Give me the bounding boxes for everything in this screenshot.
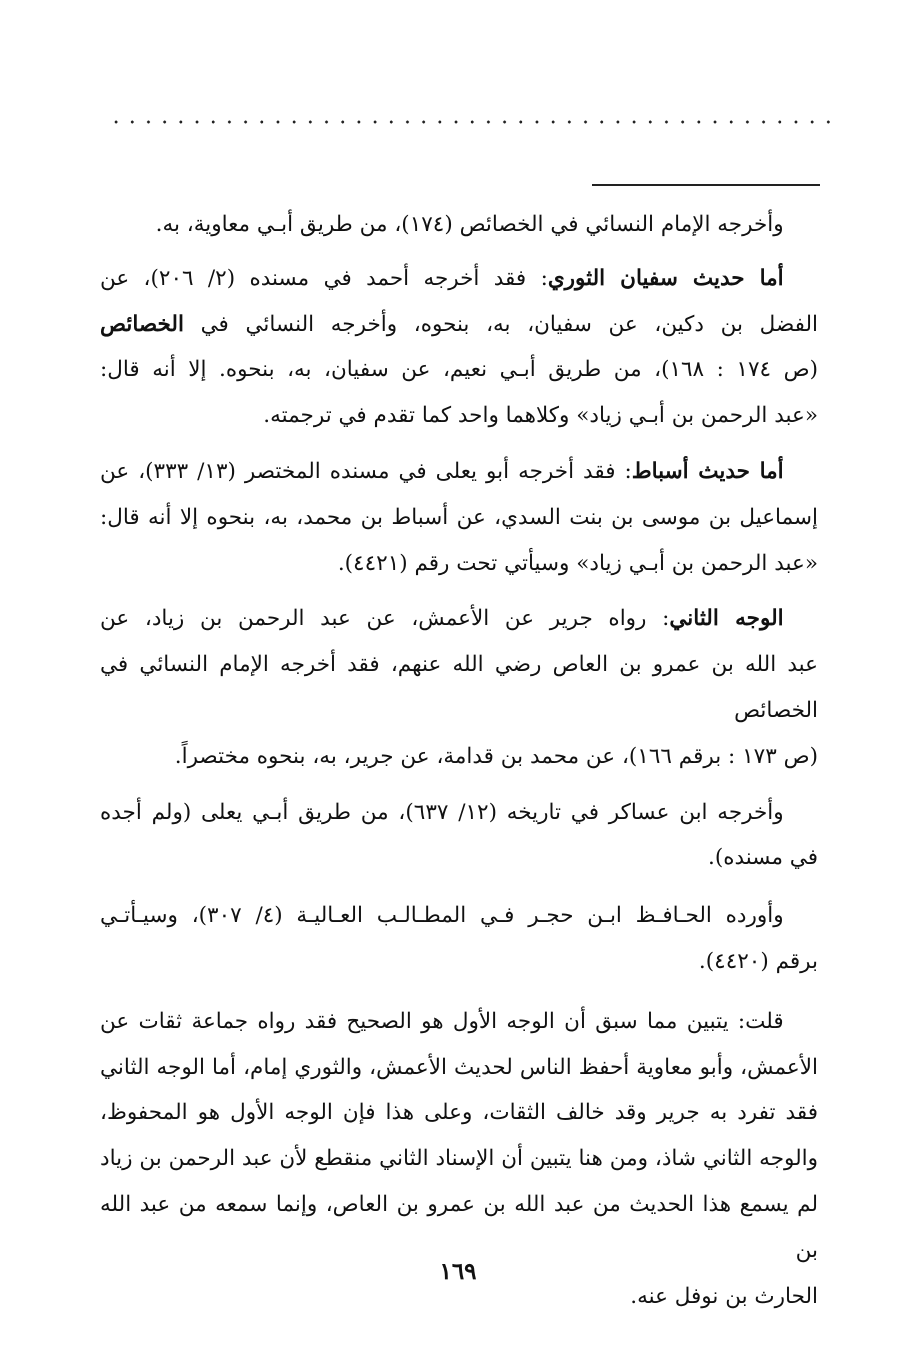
text-line: [100, 495, 818, 541]
text-line: [100, 347, 818, 393]
text-line: [100, 256, 818, 302]
bold-term: أما حديث سفيان الثوري: [547, 265, 784, 291]
text-line: [100, 734, 818, 780]
text-line: [100, 1090, 818, 1136]
text-run: قلت: يتبين مما سبق أن الوجه الأول هو الصحيح فقد رواه جماعة ثقات عن: [100, 1008, 784, 1034]
text-line: [100, 642, 818, 734]
text-line: [100, 449, 818, 495]
bold-term: أما حديث أسباط: [631, 458, 784, 484]
page-body-text: [100, 202, 818, 1319]
text-line: [100, 302, 818, 348]
paragraph: [100, 449, 818, 586]
text-run: (ص ١٧٤ : ١٦٨)، من طريق أبـي نعيم، عن سفيان، به، بنحوه. إلا أنه قال:: [100, 357, 818, 383]
text-run: إسماعيل بن موسى بن بنت السدي، عن أسباط بن محمد، به، بنحوه إلا أنه قال:: [100, 504, 818, 530]
text-run: : فقد أخرجه أحمد في مسنده (٢/ ٢٠٦)، عن: [100, 265, 548, 291]
text-run: برقم (٤٤٢٠).: [698, 948, 818, 974]
paragraph: [100, 790, 818, 882]
text-line: [100, 1136, 818, 1182]
text-line: [100, 596, 818, 642]
text-line: [100, 893, 818, 939]
text-run: في مسنده).: [708, 845, 818, 871]
text-run: : رواه جرير عن الأعمش، عن عبد الرحمن بن زياد، عن: [100, 606, 670, 632]
text-run: الأعمش، وأبو معاوية أحفظ الناس لحديث الأعمش، والثوري إمام، أما الوجه الثاني: [100, 1054, 818, 1080]
text-run: لم يسمع هذا الحديث من عبد الله بن عمرو بن العاص، وإنما سمعه من عبد الله بن: [100, 1191, 818, 1263]
text-line: [100, 939, 818, 985]
text-line: [100, 790, 818, 836]
text-line: [100, 1045, 818, 1091]
text-run: الفضل بن دكين، عن سفيان، به، بنحوه، وأخرجه النسائي في: [183, 311, 818, 337]
paragraph: [100, 256, 818, 439]
text-run: وأخرجه الإمام النسائي في الخصائص (١٧٤)، من طريق أبـي معاوية، به.: [155, 212, 784, 237]
paragraph: [100, 202, 818, 248]
text-run: وأخرجه ابن عساكر في تاريخه (١٢/ ٦٣٧)، من طريق أبـي يعلى (ولم أجده: [100, 799, 784, 825]
bold-term: الوجه الثاني: [669, 606, 784, 632]
bold-term: الخصائص: [100, 311, 184, 337]
text-run: «عبد الرحمن بن أبـي زياد» وسيأتي تحت رقم (٤٤٢١).: [337, 550, 818, 576]
text-run: الحارث بن نوفل عنه.: [630, 1283, 818, 1309]
text-line: [100, 835, 818, 881]
text-line: [100, 999, 818, 1045]
footnote-rule: [592, 184, 820, 186]
page-number: ١٦٩: [439, 1258, 477, 1285]
text-run: «عبد الرحمن بن أبـي زياد» وكلاهما واحد كما تقدم في ترجمته.: [263, 403, 818, 429]
text-run: عبد الله بن عمرو بن العاص رضي الله عنهم، فقد أخرجه الإمام النسائي في الخصائص: [100, 652, 818, 723]
text-run: وأورده الحـافـظ ابـن حجـر فـي المطـالـب العـاليـة (٤/ ٣٠٧)، وسيـأتـي: [100, 903, 784, 929]
text-run: فقد تفرد به جرير وقد خالف الثقات، وعلى هذا فإن الوجه الأول هو المحفوظ،: [100, 1100, 818, 1126]
dotted-separator: [108, 120, 830, 124]
text-run: والوجه الثاني شاذ، ومن هنا يتبين أن الإسناد الثاني منقطع لأن عبد الرحمن بن زياد: [100, 1146, 818, 1172]
text-line: [100, 541, 818, 587]
paragraph: [100, 596, 818, 779]
text-line: [100, 393, 818, 439]
paragraph: [100, 893, 818, 985]
text-line: [100, 202, 818, 248]
text-run: : فقد أخرجه أبو يعلى في مسنده المختصر (١٣/ ٣٣٣)، عن: [100, 458, 632, 484]
text-run: (ص ١٧٣ : برقم ١٦٦)، عن محمد بن قدامة، عن جرير، به، بنحوه مختصراً.: [174, 743, 818, 769]
